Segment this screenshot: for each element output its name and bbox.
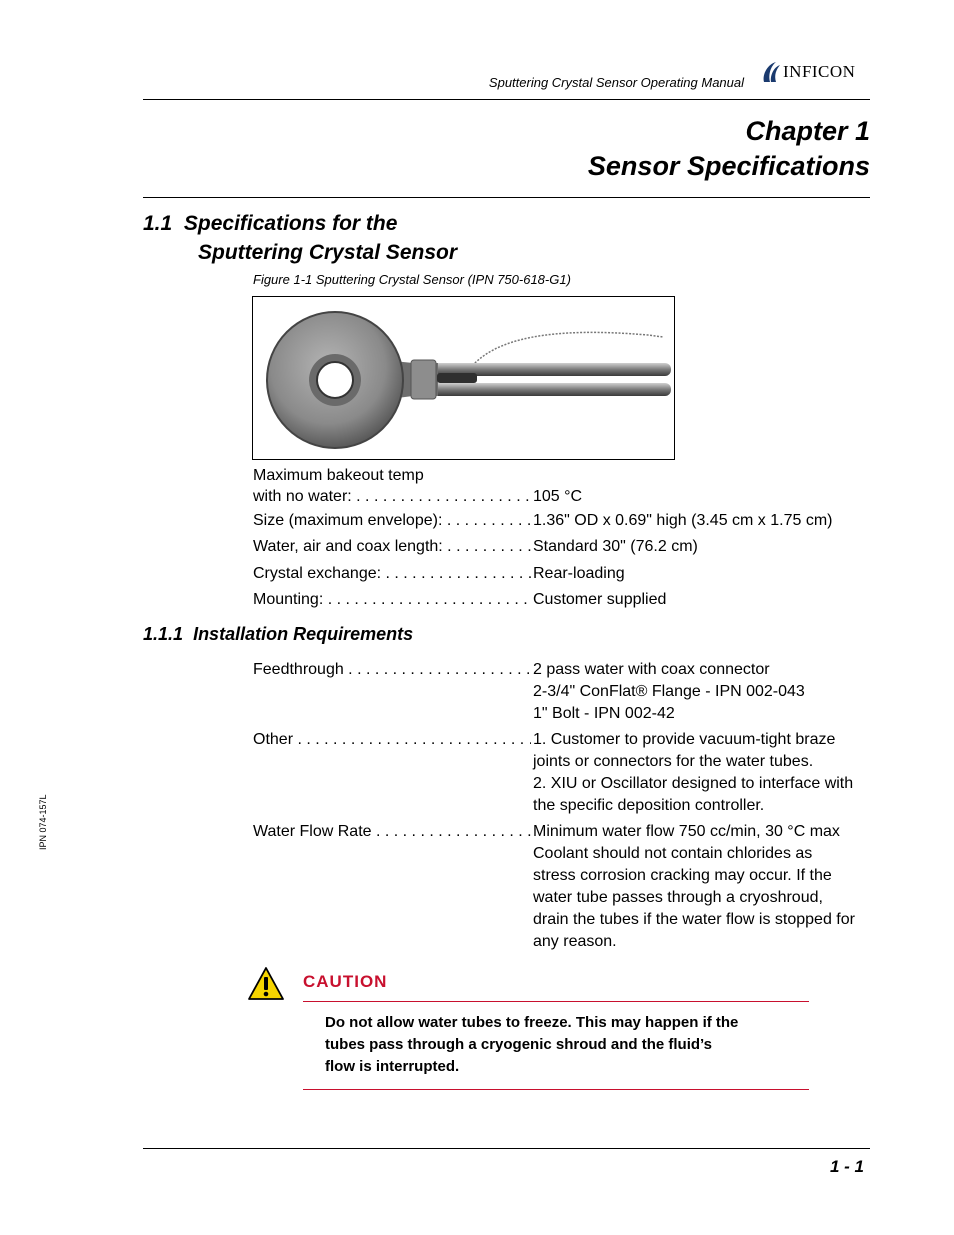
spec-label: Crystal exchange: . . . [253,563,531,585]
footer-rule [143,1148,870,1149]
caution-text-line: Do not allow water tubes to freeze. This may happen if the [325,1014,739,1031]
subsection-heading [143,624,413,645]
spec-value-line: Customer supplied [533,591,667,608]
spec-value-line: 1.36" OD x 0.69" high (3.45 cm x 1.75 cm) [533,512,833,529]
req-value-line: the specific deposition controller. [533,797,765,814]
req-value-line: stress corrosion cracking may occur. If the [533,867,832,884]
req-value-line: 1. Customer to provide vacuum-tight braze [533,731,836,748]
req-value [533,821,873,953]
req-value-line: 2. XIU or Oscillator designed to interface with [533,775,854,792]
chapter-number: Chapter 1 [745,116,870,146]
subsection-number: 1.1.1 [143,624,184,644]
page-number: 1 - 1 [829,1157,864,1176]
subsection-title: Installation Requirements [193,624,414,644]
req-value-line: 1" Bolt - IPN 002-42 [533,705,675,722]
spec-value [533,486,873,508]
req-value [533,659,873,725]
req-value-line: joints or connectors for the water tubes. [533,753,814,770]
header-rule [143,99,870,100]
req-value-line: Coolant should not contain chlorides as [533,845,813,862]
req-label: Feedthrough . . . [253,659,531,681]
req-value-line: Minimum water flow 750 cc/min, 30 °C max [533,823,840,840]
spec-value-line: 105 °C [533,488,583,505]
figure-caption: Figure 1-1 Sputtering Crystal Sensor (IPN 750-618-G1) [253,272,571,287]
req-label: Water Flow Rate . . . [253,821,531,843]
req-value-line: drain the tubes if the water flow is stopped for [533,911,855,928]
req-label: Other . . . [253,729,531,751]
spec-label: Size (maximum envelope): . . . [253,510,531,532]
chapter-rule [143,197,870,198]
spec-value [533,589,873,611]
section-heading [143,212,397,236]
manual-title: Sputtering Crystal Sensor Operating Manual [488,75,744,90]
section-title-line2: Sputtering Crystal Sensor [198,241,458,264]
chapter-title: Sensor Specifications [587,151,870,181]
section-title-line1: Specifications for the [183,212,398,235]
spec-value [533,536,873,558]
logo-text: INFICON [783,62,856,81]
side-document-number: IPN 074-157L [38,794,48,850]
inficon-logo-icon [760,60,784,84]
caution-label: CAUTION [303,972,388,991]
spec-label: Mounting: . . . [253,589,531,611]
caution-text-line: flow is interrupted. [325,1058,460,1075]
spec-label-line1: Maximum bakeout temp [253,467,424,484]
sputtering-crystal-sensor-photo [253,297,674,459]
section-number: 1.1 [143,212,173,235]
spec-label: with no water: . . . [253,486,531,508]
spec-value [533,510,873,532]
figure-frame [252,296,675,460]
req-value-line: 2 pass water with coax connector [533,661,770,678]
req-value-line: any reason. [533,933,617,950]
warning-triangle-icon [247,966,285,1001]
req-value-line: 2-3/4" ConFlat® Flange - IPN 002-043 [533,683,805,700]
caution-text [325,1012,795,1078]
spec-value-line: Standard 30" (76.2 cm) [533,538,698,555]
caution-top-rule [303,1001,809,1002]
req-value-line: water tube passes through a cryoshroud, [533,889,823,906]
caution-text-line: tubes pass through a cryogenic shroud and the fluid’s [325,1036,712,1053]
caution-bottom-rule [303,1089,809,1090]
spec-label: Water, air and coax length: . . . [253,536,531,558]
req-value [533,729,873,817]
spec-value-line: Rear-loading [533,565,625,582]
spec-value [533,563,873,585]
